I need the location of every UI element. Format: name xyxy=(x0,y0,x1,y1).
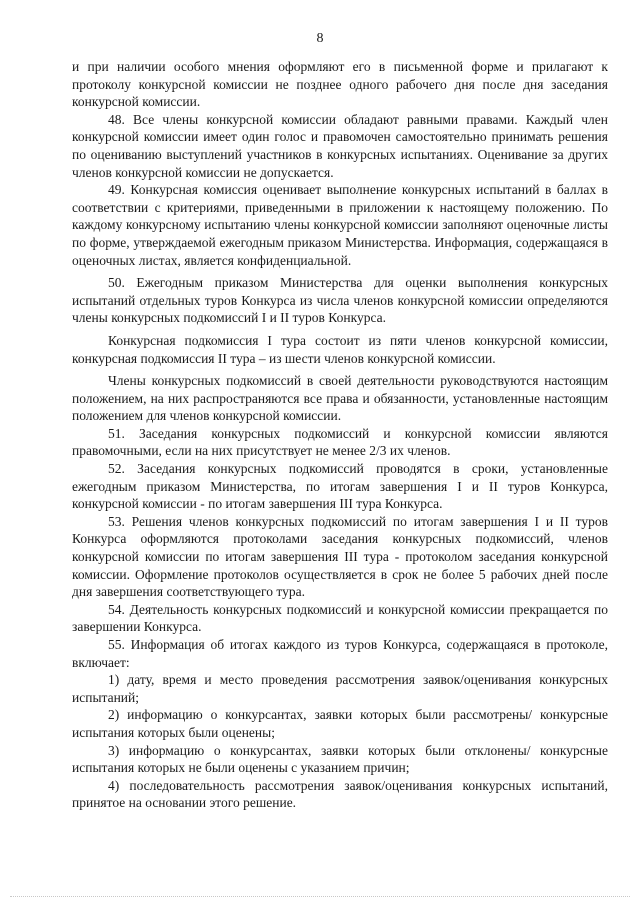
paragraph-subcommission-composition: Конкурсная подкомиссия I тура состоит из пяти членов конкурсной комиссии, конкурсная подкомиссия II тура – из шести членов конкурсной комиссии. xyxy=(72,332,608,366)
paragraph-49: 49. Конкурсная комиссия оценивает выполнение конкурсных испытаний в баллах в соответствии с критериями, приведенными в приложении к настоящему положению. По каждому конкурсному испытанию члены конкурсной комиссии заполняют оценочные листы по форме, утверждаемой ежегодным приказом Министерства. Информация, содержащаяся в оценочных листах, является конфиденциальной. xyxy=(72,182,608,268)
paragraph-54: 54. Деятельность конкурсных подкомиссий и конкурсной комиссии прекращается по завершении Конкурса. xyxy=(72,601,608,635)
paragraph-subcommission-members: Члены конкурсных подкомиссий в своей деятельности руководствуются настоящим положением, на них распространяются все права и обязанности, установленные настоящим положением для членов конкурсной комиссии. xyxy=(72,373,608,424)
paragraph-48: 48. Все члены конкурсной комиссии обладают равными правами. Каждый член конкурсной комиссии имеет один голос и правомочен самостоятельно принимать решения по оцениванию выступлений участников в конкурсных испытаниях. Оценивание за других членов конкурсной комиссии не допускается. xyxy=(72,111,608,180)
list-item-3: 3) информацию о конкурсантах, заявки которых были отклонены/ конкурсные испытания которых не были оценены с указанием причин; xyxy=(72,742,608,776)
list-item-4: 4) последовательность рассмотрения заявок/оценивания конкурсных испытаний, принятое на основании этого решение. xyxy=(72,777,608,811)
paragraph-52: 52. Заседания конкурсных подкомиссий проводятся в сроки, установленные ежегодным приказом Министерства, по итогам завершения I и II туров Конкурса, конкурсной комиссии - по итогам завершения III тура Конкурса. xyxy=(72,461,608,512)
list-item-1: 1) дату, время и место проведения рассмотрения заявок/оценивания конкурсных испытаний; xyxy=(72,672,608,705)
paragraph-53: 53. Решения членов конкурсных подкомиссий по итогам завершения I и II туров Конкурса оформляются протоколами заседания конкурсных подкомиссий, членов конкурсной комиссии по итогам завершения III тура - протоколом заседания конкурсной комиссии. Оформление протоколов осуществляется в срок не более 5 рабочих дней после дня завершения соответствующего тура. xyxy=(72,513,608,600)
paragraph-51: 51. Заседания конкурсных подкомиссий и конкурсной комиссии являются правомочными, если на них присутствует не менее 2/3 их членов. xyxy=(72,425,608,459)
paragraph-continuation: и при наличии особого мнения оформляют его в письменной форме и прилагают к протоколу конкурсной комиссии не позднее одного рабочего дня после дня заседания конкурсной комиссии. xyxy=(72,59,608,110)
page-number: 8 xyxy=(316,31,324,46)
list-item-2: 2) информацию о конкурсантах, заявки которых были рассмотрены/ конкурсные испытания которых были оценены; xyxy=(72,707,608,740)
document-body xyxy=(72,58,608,812)
scan-edge-line xyxy=(10,896,630,897)
paragraph-50: 50. Ежегодным приказом Министерства для оценки выполнения конкурсных испытаний отдельных туров Конкурса из числа членов конкурсной комиссии определяются члены конкурсных подкомиссий I и II туров Конкурса. xyxy=(72,275,608,326)
paragraph-55: 55. Информация об итогах каждого из туров Конкурса, содержащаяся в протоколе, включает: xyxy=(72,637,608,670)
